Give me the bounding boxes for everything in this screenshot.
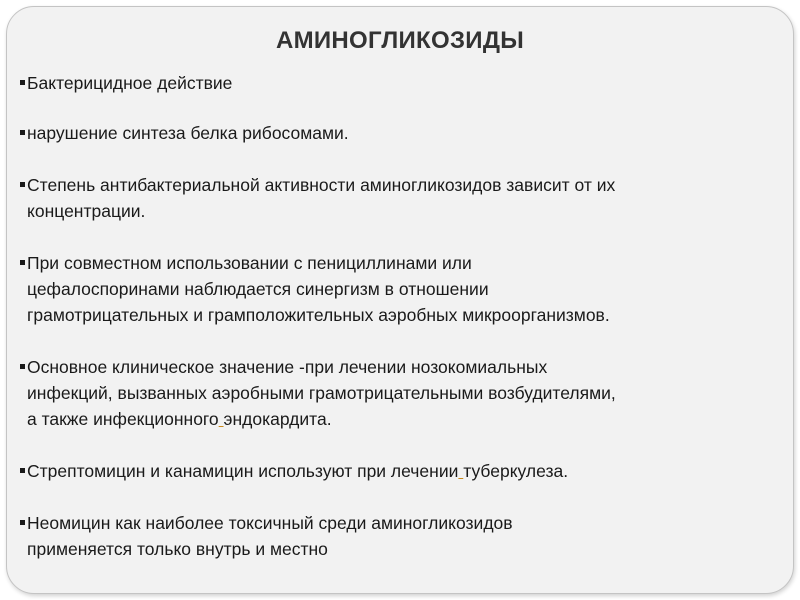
bullet-text: При совместном использовании с пенициллинами или цефалоспоринами наблюдается синергизм в отношении грамотрицательных и грамположительных аэробных микроорганизмов. [27,253,610,325]
bullet-text: Степень антибактериальной активности аминогликозидов зависит от их концентрации. [27,175,616,221]
bullet-text: Неомицин как наиболее токсичный среди аминогликозидов применяется только внутрь и местно [27,513,513,559]
square-bullet-icon [20,468,25,473]
bullet-item-concentration [20,172,790,224]
square-bullet-icon [20,80,25,85]
bullet-text-end: эндокардита. [223,409,332,429]
bullet-text [20,354,790,432]
bullet-text: нарушение синтеза белка рибосомами. [27,123,349,143]
bullet-text-main: Стрептомицин и канамицин используют при лечении [27,461,459,481]
square-bullet-icon [20,260,25,265]
bullet-item-synergism [20,250,790,328]
square-bullet-icon [20,364,25,369]
bullet-item-tuberculosis [20,458,790,484]
bullet-item-clinical-significance [20,354,790,432]
square-bullet-icon [20,130,25,135]
bullet-item-protein-synthesis [20,120,790,146]
bullet-list [20,70,790,588]
bullet-text [20,458,790,484]
square-bullet-icon [20,182,25,187]
bullet-text-main: Основное клиническое значение -при лечении нозокомиальных инфекций, вызванных аэробными грамотрицательными возбудителями, а также инфекционного [27,357,616,429]
square-bullet-icon [20,520,25,525]
bullet-item-neomycin [20,510,790,562]
bullet-text: Бактерицидное действие [27,73,233,93]
slide-title: АМИНОГЛИКОЗИДЫ [275,27,525,54]
bullet-text-end: туберкулеза. [463,461,569,481]
bullet-item-bactericidal [20,70,790,96]
